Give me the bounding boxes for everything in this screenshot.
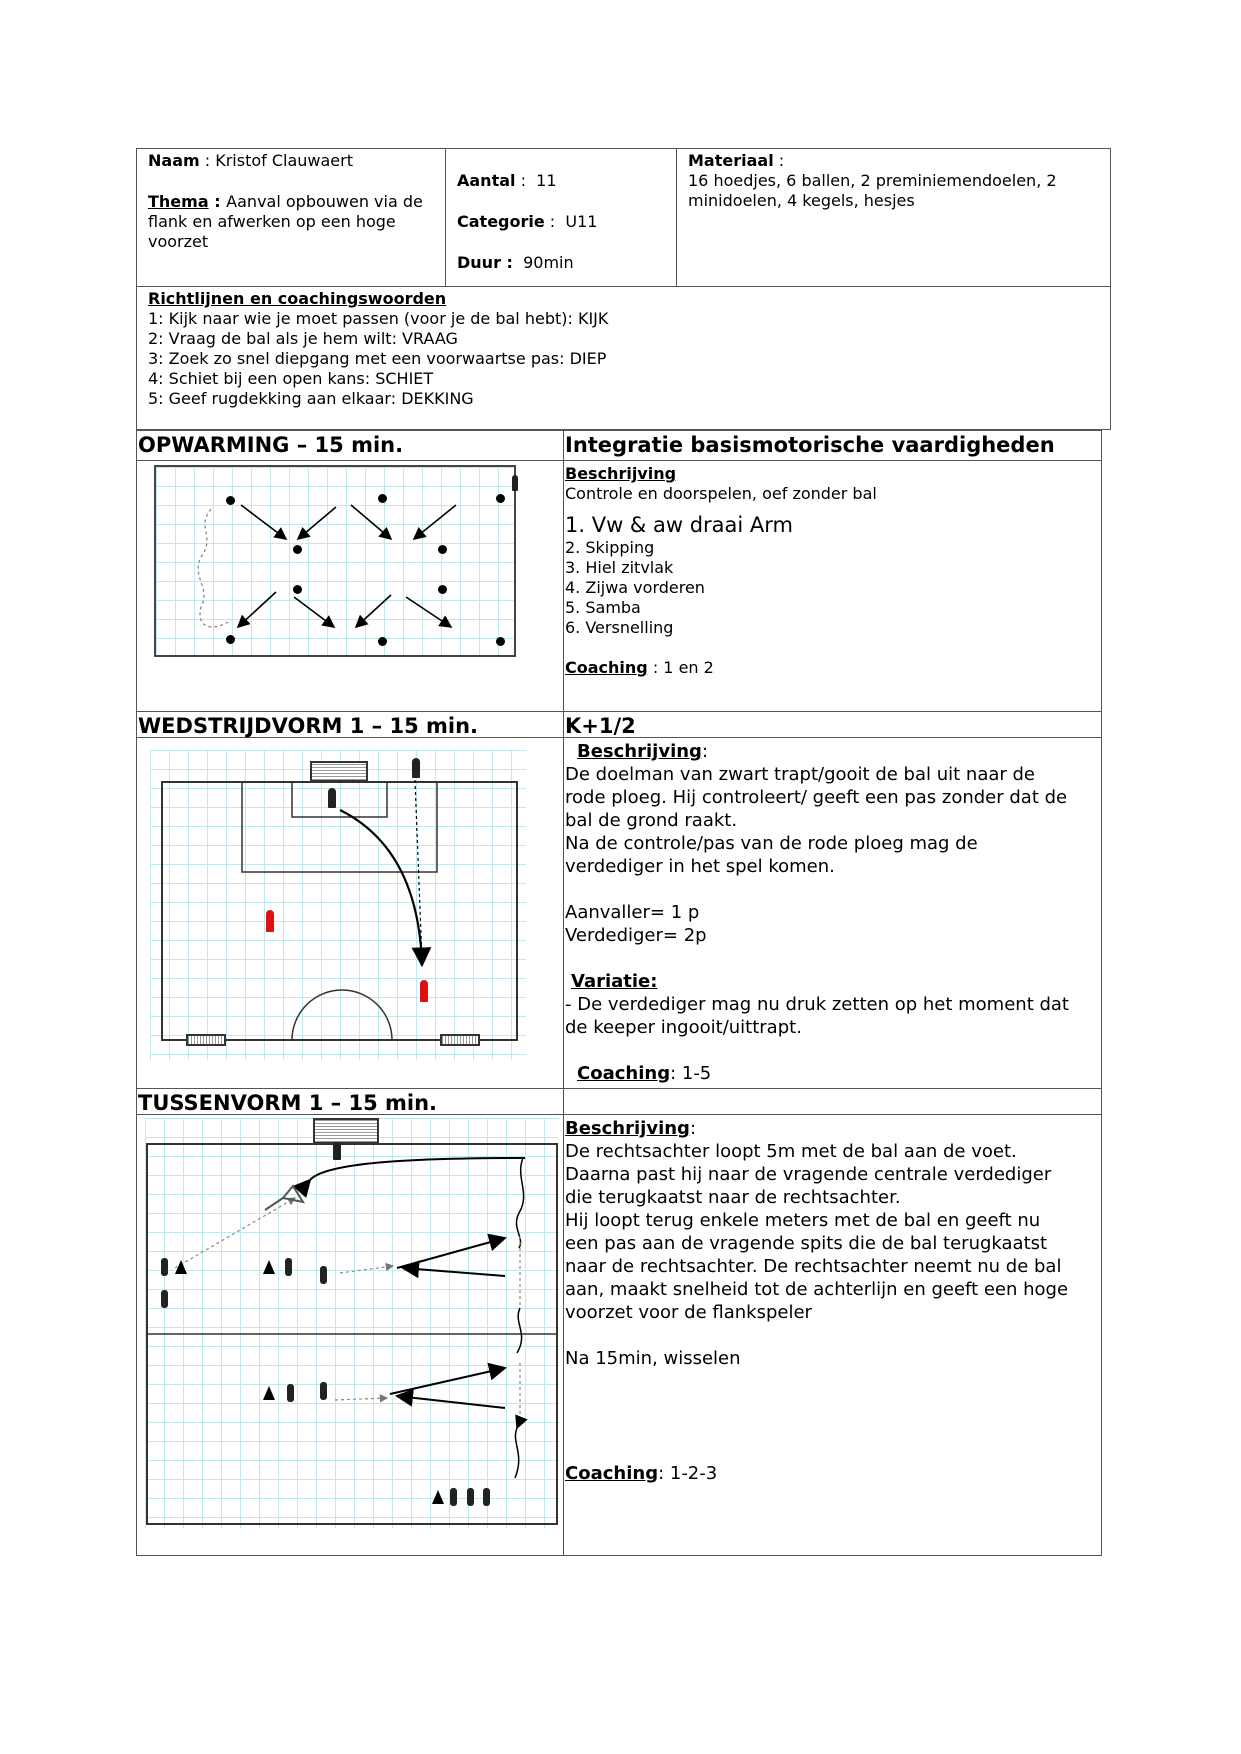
goalkeeper-icon (328, 788, 336, 808)
dribble-path (517, 1308, 522, 1353)
pass-arrow (397, 1238, 505, 1268)
cone-marker (226, 635, 235, 644)
cone-marker (438, 545, 447, 554)
cone-marker (226, 496, 235, 505)
variatie-line: - De verdediger mag nu druk zetten op het moment dat (565, 994, 1069, 1015)
description-line: naar de rechtsachter. De rechtsachter neemt nu de bal (565, 1256, 1062, 1277)
cone-marker (378, 494, 387, 503)
tussenvorm-drawing (145, 1118, 559, 1528)
cross-path (310, 1158, 525, 1180)
warmup-item: 1. Vw & aw draai Arm (565, 513, 793, 537)
categorie-label: Categorie (457, 212, 545, 231)
richtlijnen-section (148, 289, 1098, 409)
player-icon (287, 1384, 294, 1402)
divider (136, 460, 1102, 461)
aanvaller-score: Aanvaller= 1 p (565, 902, 700, 923)
materiaal-value: 16 hoedjes, 6 ballen, 2 preminiemendoelen, 2 minidoelen, 4 kegels, hesjes (688, 171, 1057, 210)
player-icon (450, 1488, 457, 1506)
dribble-path (515, 1428, 519, 1478)
warmup-item: 5. Samba (565, 598, 641, 617)
description-line: Hij loopt terug enkele meters met de bal en geeft nu (565, 1210, 1041, 1231)
player-icon (320, 1382, 327, 1400)
variatie-label: Variatie: (571, 971, 658, 992)
description-line: verdediger in het spel komen. (565, 856, 835, 877)
opwarming-right-title: Integratie basismotorische vaardigheden (565, 433, 1055, 457)
warmup-item: 6. Versnelling (565, 618, 674, 637)
beschrijving-text: Controle en doorspelen, oef zonder bal (565, 484, 877, 503)
wisselen-text: Na 15min, wisselen (565, 1348, 741, 1369)
description-line: De rechtsachter loopt 5m met de bal aan de voet. (565, 1141, 1017, 1162)
tussenvorm-title: TUSSENVORM 1 – 15 min. (138, 1091, 437, 1115)
cone-icon (175, 1260, 187, 1274)
coaching-label: Coaching (565, 1463, 659, 1484)
opwarming-diagram (154, 465, 516, 657)
beschrijving-label: Beschrijving (565, 464, 677, 483)
player-icon (467, 1488, 474, 1506)
richtlijn-item: 2: Vraag de bal als je hem wilt: VRAAG (148, 329, 458, 348)
aantal-field: Aantal : 11 (457, 171, 557, 190)
wedstrijdvorm-drawing (150, 750, 526, 1060)
opwarming-description (565, 464, 1095, 678)
richtlijn-item: 4: Schiet bij een open kans: SCHIET (148, 369, 434, 388)
thema-value: Aanval opbouwen via de flank en afwerken op een hoge voorzet (148, 192, 423, 251)
warmup-item: 4. Zijwa vorderen (565, 578, 705, 597)
warmup-item: 2. Skipping (565, 538, 655, 557)
aantal-value: 11 (536, 171, 557, 190)
pass-path (335, 1398, 387, 1400)
mini-goal (186, 1034, 226, 1046)
player-icon (483, 1488, 490, 1506)
coaching-label: Coaching (565, 658, 648, 677)
pass-path (340, 1266, 393, 1273)
thema-field: Thema : Aanval opbouwen via de flank en afwerken op een hoge voorzet (148, 192, 423, 251)
wedstrijdvorm-diagram (150, 750, 526, 1060)
cone-marker (496, 494, 505, 503)
duur-field (457, 253, 574, 273)
ball-trajectory (340, 810, 422, 965)
cone-marker (293, 585, 302, 594)
dribble-path (198, 509, 228, 627)
cone-marker (293, 545, 302, 554)
main-goal (310, 761, 368, 782)
coaching-value: : 1-5 (670, 1063, 712, 1084)
naam-value: Kristof Clauwaert (215, 151, 353, 170)
red-player-icon (266, 910, 274, 932)
wedstrijdvorm-right-title: K+1/2 (565, 714, 636, 738)
description-line: Na de controle/pas van de rode ploeg mag de (565, 833, 978, 854)
opwarming-title: OPWARMING – 15 min. (138, 433, 404, 457)
duur-value: 90min (523, 253, 574, 272)
verdediger-score: Verdediger= 2p (565, 925, 707, 946)
description-line: Daarna past hij naar de vragende centrale verdediger (565, 1164, 1052, 1185)
player-icon (161, 1258, 168, 1276)
coaching-value: : 1 en 2 (647, 658, 714, 677)
aantal-label: Aantal (457, 171, 516, 190)
beschrijving-label: Beschrijving (577, 741, 702, 762)
naam-field: Naam : Kristof Clauwaert (148, 151, 353, 170)
cone-icon (263, 1386, 275, 1400)
coaching-value: : 1-2-3 (658, 1463, 718, 1484)
description-line: rode ploeg. Hij controleert/ geeft een pas zonder dat de (565, 787, 1068, 808)
player-icon (320, 1266, 327, 1284)
pass-path (175, 1198, 295, 1268)
warmup-item: 3. Hiel zitvlak (565, 558, 674, 577)
cone-marker (496, 637, 505, 646)
thema-label: Thema (148, 192, 209, 211)
divider (136, 1088, 1102, 1089)
divider (136, 711, 1102, 712)
richtlijn-item: 5: Geef rugdekking aan elkaar: DEKKING (148, 389, 474, 408)
player-icon (161, 1290, 168, 1308)
materiaal-label: Materiaal (688, 151, 774, 170)
cone-icon (432, 1490, 444, 1504)
red-player-icon (420, 980, 428, 1002)
duur-label: Duur : (457, 253, 513, 272)
description-line: voorzet voor de flankspeler (565, 1302, 812, 1323)
variatie-line: de keeper ingooit/uittrapt. (565, 1017, 802, 1038)
cone-marker (378, 637, 387, 646)
mini-goal (440, 1034, 480, 1046)
categorie-value: U11 (565, 212, 598, 231)
description-line: een pas aan de vragende spits die de bal terugkaatst (565, 1233, 1048, 1254)
description-line: die terugkaatst naar de rechtsachter. (565, 1187, 901, 1208)
wedstrijdvorm-description: Beschrijving: De doelman van zwart trapt/gooit de bal uit naar de rode ploeg. Hij controleert/ geeft een pas zonder dat de bal de grond raakt. Na de controle/pas van de rode ploeg mag de verdediger in het spel komen. Aanvaller= 1 p Verdediger= 2p Variatie: - De verdediger mag nu druk zetten op het moment dat de keeper ingooit/uittrapt. Coaching: 1-5 (565, 740, 1097, 1085)
tussenvorm-diagram (145, 1118, 559, 1528)
pass-arrow (390, 1368, 505, 1394)
coaching-label: Coaching (577, 1063, 671, 1084)
cone-marker (438, 585, 447, 594)
wedstrijdvorm-title: WEDSTRIJDVORM 1 – 15 min. (138, 714, 479, 738)
categorie-field: Categorie : U11 (457, 212, 598, 231)
tussenvorm-description: Beschrijving: De rechtsachter loopt 5m met de bal aan de voet. Daarna past hij naar de vragende centrale verdediger die terugkaatst naar de rechtsachter. Hij loopt terug enkele meters met de bal en geeft nu een pas aan de vragende spits die de bal terugkaatst naar de rechtsachter. De rechtsachter neemt nu de bal aan, maakt snelheid tot de achterlijn en geeft een hoge voorzet voor de flankspeler Na 15min, wisselen Coaching: 1-2-3 (565, 1117, 1097, 1485)
naam-label: Naam (148, 151, 200, 170)
description-line: bal de grond raakt. (565, 810, 738, 831)
player-icon (512, 475, 518, 491)
player-icon (285, 1258, 292, 1276)
main-goal (313, 1118, 379, 1144)
richtlijn-item: 3: Zoek zo snel diepgang met een voorwaartse pas: DIEP (148, 349, 607, 368)
description-line: De doelman van zwart trapt/gooit de bal uit naar de (565, 764, 1036, 785)
dribble-path (516, 1158, 523, 1248)
divider (676, 148, 677, 286)
goalkeeper-icon (333, 1142, 341, 1160)
divider (563, 430, 564, 1556)
richtlijn-item: 1: Kijk naar wie je moet passen (voor je de bal hebt): KIJK (148, 309, 609, 328)
player-icon (412, 758, 420, 778)
shot-arrow (265, 1186, 303, 1210)
divider (136, 286, 1111, 287)
opwarming-drawing (156, 467, 518, 659)
pass-arrow (403, 1268, 505, 1276)
cone-icon (263, 1260, 275, 1274)
warmup-arrows (238, 505, 456, 627)
pass-arrow (397, 1396, 505, 1408)
divider (445, 148, 446, 286)
richtlijnen-title: Richtlijnen en coachingswoorden (148, 289, 447, 308)
materiaal-field: Materiaal : 16 hoedjes, 6 ballen, 2 preminiemendoelen, 2 minidoelen, 4 kegels, hesjes (688, 151, 1057, 210)
description-line: aan, maakt snelheid tot de achterlijn en geeft een hoge (565, 1279, 1069, 1300)
beschrijving-label: Beschrijving (565, 1118, 690, 1139)
